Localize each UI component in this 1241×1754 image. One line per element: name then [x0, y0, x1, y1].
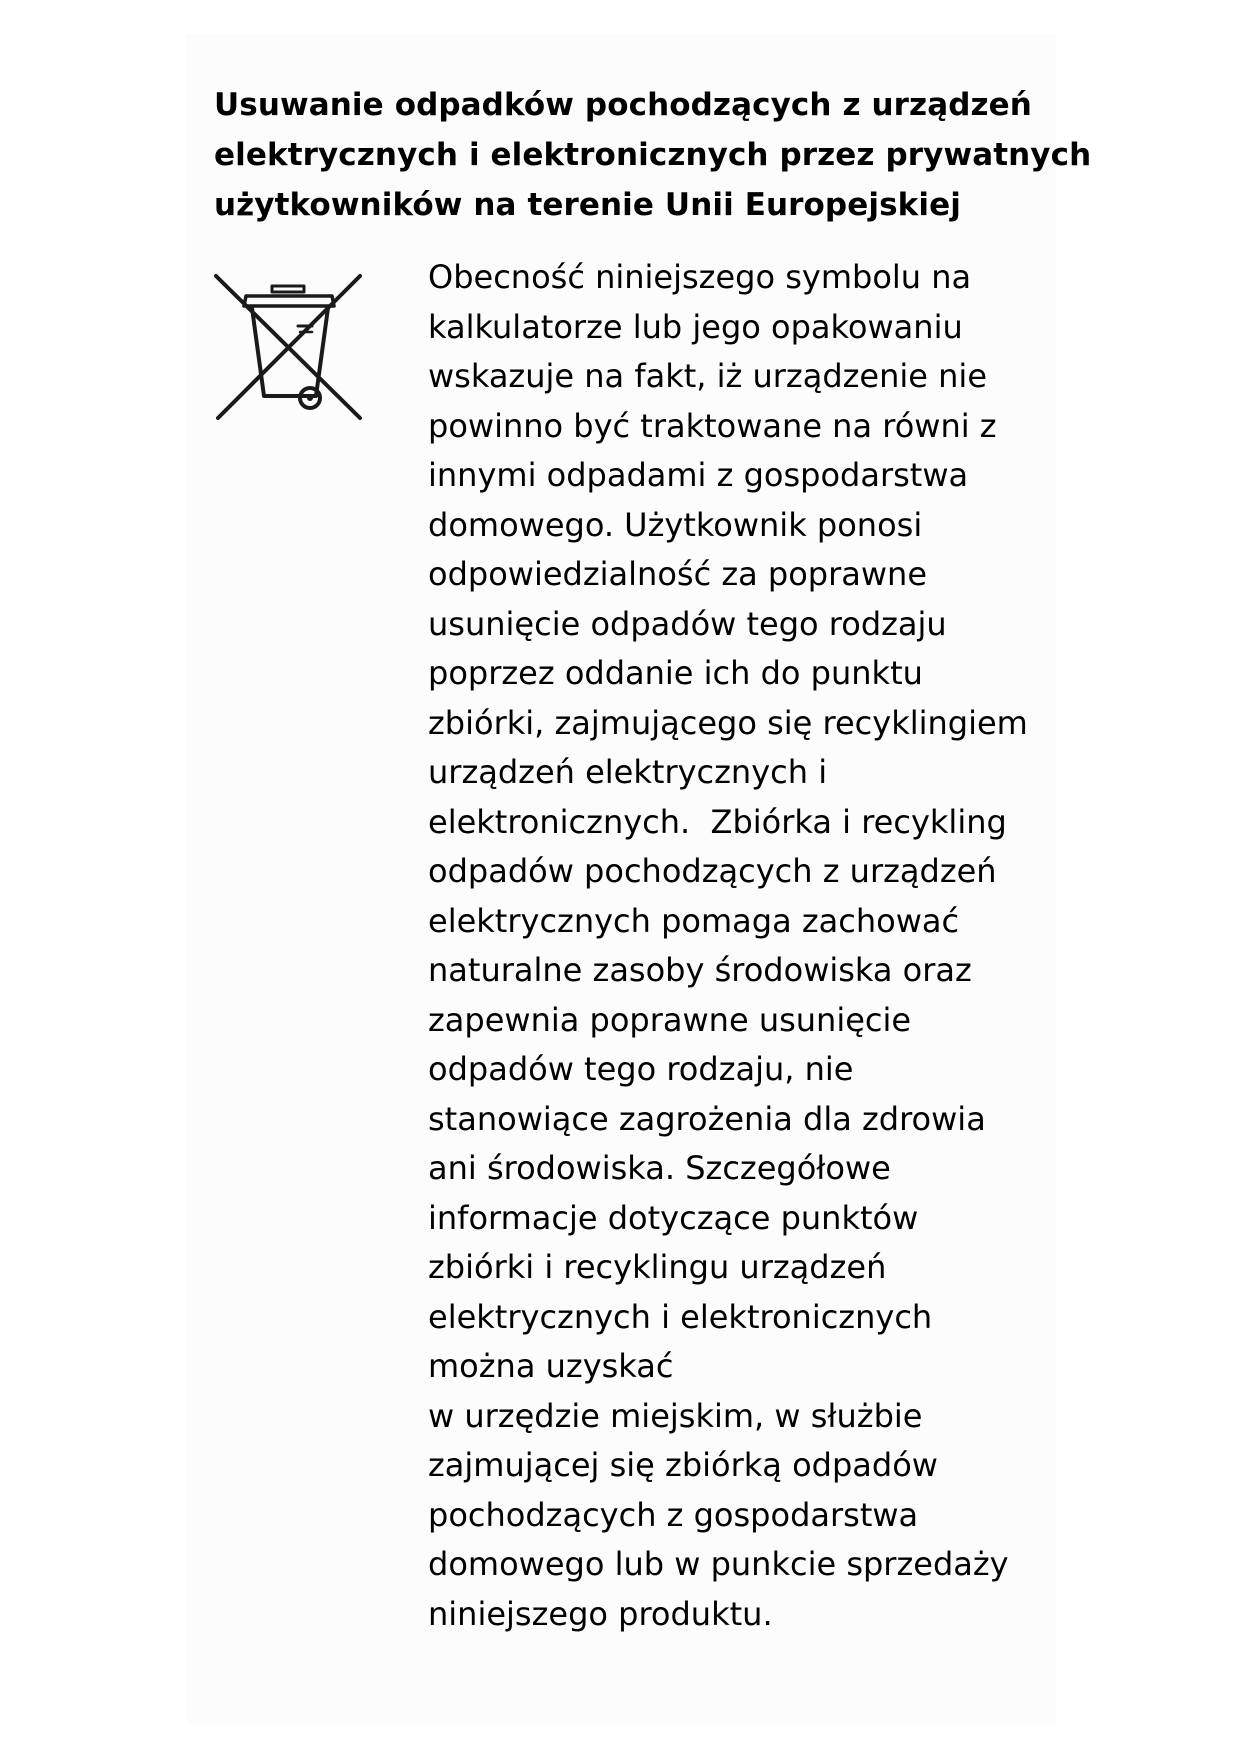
notice-line: w urzędzie miejskim, w służbie [428, 1396, 923, 1435]
notice-line: zapewnia poprawne usunięcie [428, 1000, 912, 1039]
title-word: z [842, 87, 861, 123]
notice-line: można uzyskać [428, 1347, 674, 1385]
notice-line: stanowiące zagrożenia dla zdrowia [428, 1099, 986, 1138]
notice-line: elektrycznych i elektronicznych [428, 1297, 933, 1336]
notice-line: niniejszego produktu. [428, 1594, 773, 1633]
page-title [214, 80, 1092, 230]
notice-line: odpadów tego rodzaju, nie [428, 1050, 854, 1088]
notice-line: elektrycznych pomaga zachować [428, 901, 960, 940]
notice-line: Obecność niniejszego symbolu na [428, 258, 972, 296]
notice-line: domowego lub w punkcie sprzedaży [428, 1545, 1009, 1583]
title-word: urządzeń [871, 87, 1032, 123]
notice-line: odpadów pochodzących z urządzeń [428, 852, 997, 890]
notice-line: poprzez oddanie ich do punktu [428, 654, 923, 692]
notice-line: ani środowiska. Szczegółowe [428, 1149, 891, 1187]
notice-line: innymi odpadami z gospodarstwa [428, 456, 969, 494]
notice-line: pochodzących z gospodarstwa [428, 1495, 919, 1534]
title-line-3: użytkowników na terenie Unii Europejskiej [214, 187, 961, 223]
notice-line: wskazuje na fakt, iż urządzenie nie [428, 357, 987, 395]
notice-line: zbiórki i recyklingu urządzeń [428, 1248, 887, 1286]
notice-line: elektronicznych. Zbiórka i recykling [428, 802, 1007, 841]
title-word: pochodzących [584, 87, 832, 123]
notice-line: informacje dotyczące punktów [428, 1198, 919, 1237]
crossed-out-wheeled-bin-icon [212, 268, 368, 426]
title-word: odpadków [394, 87, 574, 123]
notice-line: powinno być traktowane na równi z [428, 406, 997, 445]
title-line-2: elektrycznych i elektronicznych przez prywatnych [214, 137, 1092, 173]
title-line-1 [214, 80, 1032, 130]
notice-line: zajmującej się zbiórką odpadów [428, 1446, 938, 1484]
notice-line: odpowiedzialność za poprawne [428, 555, 928, 593]
title-word: Usuwanie [214, 87, 384, 123]
notice-line: domowego. Użytkownik ponosi [428, 505, 923, 544]
notice-line: zbiórki, zajmującego się recyklingiem [428, 703, 1028, 742]
notice-line: naturalne zasoby środowiska oraz [428, 951, 972, 989]
notice-line: usunięcie odpadów tego rodzaju [428, 604, 947, 643]
disposal-notice-text [428, 253, 1038, 1639]
notice-line: kalkulatorze lub jego opakowaniu [428, 307, 963, 346]
notice-line: urządzeń elektrycznych i [428, 753, 828, 791]
